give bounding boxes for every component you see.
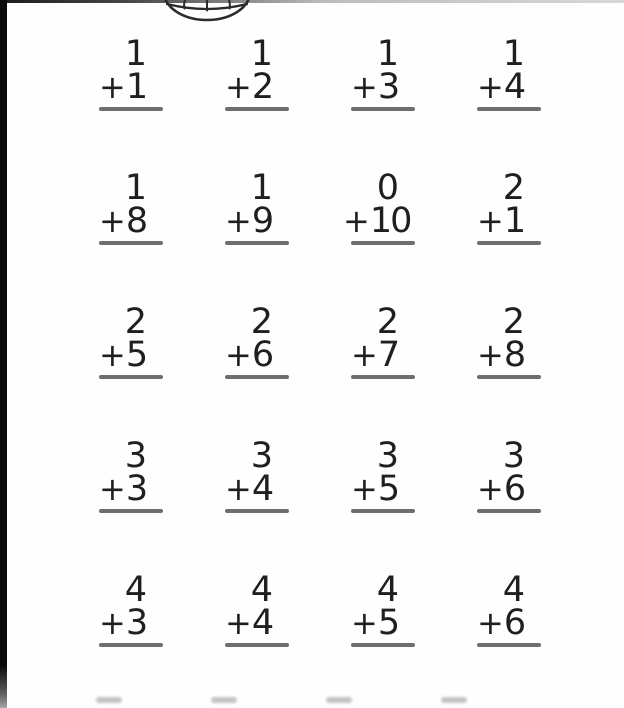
top-addend: 0 (376, 168, 399, 208)
bottom-addend: 1 (503, 201, 527, 241)
addition-problem (351, 570, 417, 647)
addition-problem (225, 570, 291, 647)
bottom-line (351, 469, 417, 509)
bottom-line (225, 67, 291, 107)
bottom-addend: 10 (369, 201, 411, 241)
plus-sign: + (477, 604, 504, 642)
bottom-line (351, 603, 417, 643)
plus-sign: + (225, 336, 252, 374)
plus-sign: + (225, 202, 252, 240)
top-addend: 1 (502, 34, 525, 74)
plus-sign: + (477, 68, 504, 106)
bottom-addend: 6 (503, 469, 527, 509)
plus-sign: + (99, 604, 126, 642)
top-addend: 3 (376, 436, 399, 476)
answer-line (225, 241, 289, 245)
answer-line (477, 509, 541, 513)
addition-problem (351, 302, 417, 379)
cutoff-next-row-digit-top (96, 697, 122, 703)
bottom-line (99, 201, 165, 241)
top-addend: 4 (124, 570, 147, 610)
bottom-line (99, 335, 165, 375)
answer-line (477, 107, 541, 111)
addition-problem (477, 436, 543, 513)
addition-problem (99, 168, 165, 245)
answer-line (99, 375, 163, 379)
addition-problem (343, 168, 417, 245)
bottom-line (99, 469, 165, 509)
addition-problem (351, 34, 417, 111)
top-addend: 4 (250, 570, 273, 610)
plus-sign: + (351, 604, 378, 642)
left-edge-bar (0, 0, 7, 708)
bottom-line (99, 603, 165, 643)
answer-line (351, 643, 415, 647)
bottom-addend: 8 (125, 201, 149, 241)
bottom-line (477, 469, 543, 509)
addition-problem (225, 436, 291, 513)
top-addend: 1 (124, 34, 147, 74)
bottom-addend: 4 (503, 67, 527, 107)
plus-sign: + (225, 68, 252, 106)
addition-problem (225, 34, 291, 111)
bottom-addend: 2 (251, 67, 275, 107)
plus-sign: + (343, 202, 370, 240)
answer-line (351, 375, 415, 379)
answer-line (225, 509, 289, 513)
answer-line (477, 375, 541, 379)
bottom-addend: 5 (377, 469, 401, 509)
addition-problem (477, 570, 543, 647)
plus-sign: + (99, 336, 126, 374)
answer-line (225, 107, 289, 111)
plus-sign: + (351, 68, 378, 106)
answer-line (351, 107, 415, 111)
bottom-line (225, 469, 291, 509)
plus-sign: + (99, 202, 126, 240)
top-addend: 2 (502, 302, 525, 342)
bottom-line (351, 335, 417, 375)
answer-line (351, 241, 415, 245)
addition-problem (225, 168, 291, 245)
bottom-line (477, 335, 543, 375)
answer-line (225, 643, 289, 647)
bottom-line (477, 603, 543, 643)
top-addend: 1 (250, 168, 273, 208)
bottom-addend: 5 (377, 603, 401, 643)
addition-problem (99, 34, 165, 111)
bottom-addend: 5 (125, 335, 149, 375)
plus-sign: + (99, 68, 126, 106)
bottom-line (343, 201, 417, 241)
bottom-addend: 1 (125, 67, 149, 107)
answer-line (99, 241, 163, 245)
bottom-addend: 8 (503, 335, 527, 375)
cutoff-next-row-digit-top (211, 697, 237, 703)
addition-problem (225, 302, 291, 379)
plus-sign: + (351, 470, 378, 508)
top-addend: 3 (502, 436, 525, 476)
top-addend: 2 (502, 168, 525, 208)
plus-sign: + (477, 202, 504, 240)
top-addend: 2 (250, 302, 273, 342)
cutoff-next-row-digit-top (441, 697, 467, 703)
answer-line (477, 643, 541, 647)
bottom-line (225, 335, 291, 375)
bottom-addend: 3 (125, 603, 149, 643)
addition-problem (99, 570, 165, 647)
globe-icon (162, 0, 252, 23)
top-addend: 1 (124, 168, 147, 208)
bottom-addend: 4 (251, 469, 275, 509)
top-addend: 1 (376, 34, 399, 74)
plus-sign: + (351, 336, 378, 374)
addition-problem (99, 302, 165, 379)
bottom-addend: 7 (377, 335, 401, 375)
bottom-addend: 3 (377, 67, 401, 107)
bottom-line (477, 201, 543, 241)
bottom-addend: 9 (251, 201, 275, 241)
plus-sign: + (99, 470, 126, 508)
plus-sign: + (225, 604, 252, 642)
answer-line (99, 107, 163, 111)
bottom-line (477, 67, 543, 107)
bottom-line (225, 603, 291, 643)
bottom-addend: 4 (251, 603, 275, 643)
top-addend: 3 (124, 436, 147, 476)
bottom-addend: 3 (125, 469, 149, 509)
answer-line (351, 509, 415, 513)
plus-sign: + (477, 470, 504, 508)
problems-grid (99, 34, 543, 647)
bottom-addend: 6 (503, 603, 527, 643)
bottom-addend: 6 (251, 335, 275, 375)
bottom-line (351, 67, 417, 107)
top-addend: 4 (502, 570, 525, 610)
bottom-line (99, 67, 165, 107)
top-edge-strip (0, 0, 624, 3)
cutoff-next-row-digit-top (326, 697, 352, 703)
addition-problem (477, 34, 543, 111)
top-addend: 1 (250, 34, 273, 74)
addition-problem (477, 168, 543, 245)
top-addend: 4 (376, 570, 399, 610)
answer-line (225, 375, 289, 379)
answer-line (99, 509, 163, 513)
addition-problem (477, 302, 543, 379)
addition-problem (99, 436, 165, 513)
plus-sign: + (477, 336, 504, 374)
top-addend: 3 (250, 436, 273, 476)
addition-problem (351, 436, 417, 513)
top-addend: 2 (376, 302, 399, 342)
plus-sign: + (225, 470, 252, 508)
bottom-line (225, 201, 291, 241)
top-addend: 2 (124, 302, 147, 342)
answer-line (477, 241, 541, 245)
answer-line (99, 643, 163, 647)
